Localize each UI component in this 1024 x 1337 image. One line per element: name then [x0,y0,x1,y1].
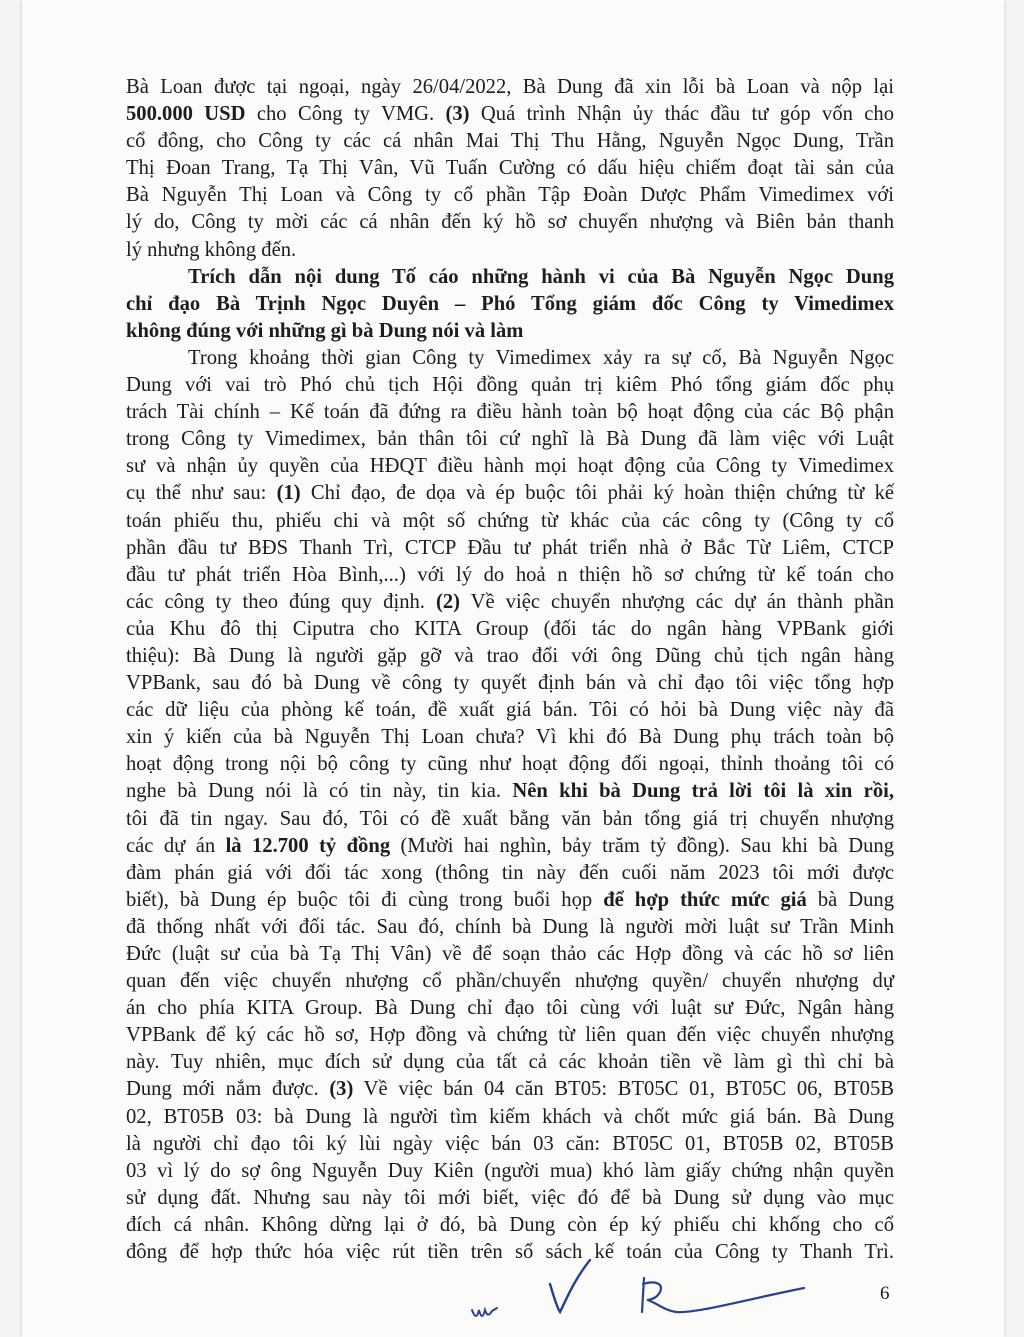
heading-line: không đúng với những gì bà Dung nói và làm [126,319,524,342]
text-line: biết), bà Dung ép buộc tôi đi cùng trong buổi họp để hợp thức mức giá bà Dung [126,888,895,911]
text-line: đã thống nhất với đối tác. Sau đó, chính bà Dung là người mời luật sư Trần Minh [126,915,894,938]
document-page [22,0,1004,1337]
section-heading [126,264,894,345]
text-line: là người chỉ đạo tôi ký lùi ngày việc bán 03 căn: BT05C 01, BT05B 02, BT05B [126,1132,894,1155]
paragraph-2 [126,345,894,1266]
text-line: Bà Nguyễn Thị Loan và Công ty cổ phần Tập Đoàn Dược Phẩm Vimedimex với [126,184,894,207]
text-line: hoạt động trong nội bộ công ty cũng như hoạt động đối ngoại, thỉnh thoảng tôi có [126,753,894,776]
text-line: cụ thể như sau: (1) Chỉ đạo, đe dọa và ép buộc tôi phải ký hoàn thiện chứng từ kế [126,482,895,505]
text-line: trong Công ty Vimedimex, bản thân tôi cứ nghĩ là Bà Dung đã làm việc với Luật [126,428,894,451]
text-line: phần đầu tư BĐS Thanh Trì, CTCP Đầu tư phát triển nhà ở Bắc Từ Liêm, CTCP [126,536,894,559]
text-line: thiệu): Bà Dung là người gặp gỡ và trao đổi với ông Dũng chủ tịch ngân hàng [126,644,894,667]
text-line: tôi đã tin ngay. Sau đó, Tôi có đề xuất bằng văn bản tổng giá trị chuyển nhượng [126,807,894,830]
initial-mark-2 [546,1256,596,1318]
text-line: đầu tư phát triển Hòa Bình,...) với lý do hoả n thiện hồ sơ chứng từ kế toán cho [126,563,894,586]
initial-mark-1 [470,1300,506,1322]
text-line: 03 vì lý do sợ ông Nguyễn Duy Kiên (người mua) khó làm giấy chứng nhận quyền [126,1159,894,1182]
text-line: các công ty theo đúng quy định. (2) Về việc chuyển nhượng các dự án thành phần [126,590,894,613]
text-line: VPBank để ký các hồ sơ, Hợp đồng và chứng từ liên quan đến việc chuyển nhượng [126,1024,894,1047]
page-number: 6 [880,1283,890,1304]
signature-mark [634,1270,814,1320]
text-line: sử dụng đất. Nhưng sau này tôi mới biết, việc đó để bà Dung sử dụng vào mục [126,1186,894,1209]
text-line: các dự án là 12.700 tỷ đồng (Mười hai nghìn, bảy trăm tỷ đồng). Sau khi bà Dung [126,834,894,857]
text-line: đích cá nhân. Không dừng lại ở đó, bà Dung còn ép ký phiếu chi khống cho cổ [126,1213,894,1236]
text-line: toán phiếu thu, phiếu chi và một số chứng từ khác của các công ty (Công ty cổ [126,509,894,532]
text-line: Trong khoảng thời gian Công ty Vimedimex xảy ra sự cố, Bà Nguyễn Ngọc [188,346,894,369]
paragraph-1 [126,74,894,264]
text-line: đàm phán giá với đối tác xong (thông tin này đến cuối năm 2023 tôi mới được [126,861,894,884]
text-line: án cho phía KITA Group. Bà Dung chỉ đạo tôi cùng với luật sư Đức, Ngân hàng [126,997,894,1020]
text-line: xin ý kiến của bà Nguyễn Thị Loan chưa? Vì khi đó Bà Dung phụ trách toàn bộ [126,726,894,749]
heading-line: chỉ đạo Bà Trịnh Ngọc Duyên – Phó Tổng giám đốc Công ty Vimedimex [126,292,894,315]
document-body [126,74,894,1266]
text-line: của Khu đô thị Ciputra cho KITA Group (đối tác do ngân hàng VPBank giới [126,617,894,640]
heading-line: Trích dẫn nội dung Tố cáo những hành vi của Bà Nguyễn Ngọc Dung [188,265,894,288]
text-line: 500.000 USD cho Công ty VMG. (3) Quá trình Nhận ủy thác đầu tư góp vốn cho [126,103,895,126]
text-line: sư và nhận ủy quyền của HĐQT điều hành mọi hoạt động của Công ty Vimedimex [126,455,894,478]
text-line: cổ đông, cho Công ty các cá nhân Mai Thị Thu Hằng, Nguyễn Ngọc Dung, Trần [126,130,894,153]
text-line: đông để hợp thức hóa việc rút tiền trên sổ sách kế toán của Công ty Thanh Trì. [126,1241,894,1264]
text-line: trách Tài chính – Kế toán đã đứng ra điều hành toàn bộ hoạt động của các Bộ phận [126,401,894,424]
text-line: các dữ liệu của phòng kế toán, đề xuất giá bán. Tôi có hỏi bà Dung việc này đã [126,699,894,722]
text-line: 02, BT05B 03: bà Dung là người tìm kiếm khách và chốt mức giá bán. Bà Dung [126,1105,894,1128]
text-line: này. Tuy nhiên, mục đích sử dụng của tất cả các khoản tiền về làm gì thì chỉ bà [126,1051,894,1074]
text-line: VPBank, sau đó bà Dung về công ty quyết định bán và chỉ đạo tôi việc tổng hợp [126,672,894,695]
text-line: lý nhưng không đến. [126,238,297,261]
text-line: Dung với vai trò Phó chủ tịch Hội đồng quản trị kiêm Phó tổng giám đốc phụ [126,374,894,397]
text-line: quan đến việc chuyển nhượng cổ phần/chuyển nhượng quyền/ chuyển nhượng dự [126,970,894,993]
text-line: Dung mới nắm được. (3) Về việc bán 04 căn BT05: BT05C 01, BT05C 06, BT05B [126,1078,894,1101]
text-line: Thị Đoan Trang, Tạ Thị Vân, Vũ Tuấn Cường có dấu hiệu chiếm đoạt tài sản của [126,157,894,180]
text-line: lý do, Công ty mời các cá nhân đến ký hồ sơ chuyển nhượng và Biên bản thanh [126,211,894,234]
bold-amount: 500.000 USD [126,103,246,126]
text-line: Bà Loan được tại ngoại, ngày 26/04/2022, Bà Dung đã xin lỗi bà Loan và nộp lại [126,76,894,98]
text-line: nghe bà Dung nói là có tin này, tin kia. Nên khi bà Dung trả lời tôi là xin rồi, [126,780,894,803]
text-line: Đức (luật sư của bà Tạ Thị Vân) về để soạn thảo các Hợp đồng và các hồ sơ liên [126,943,894,965]
